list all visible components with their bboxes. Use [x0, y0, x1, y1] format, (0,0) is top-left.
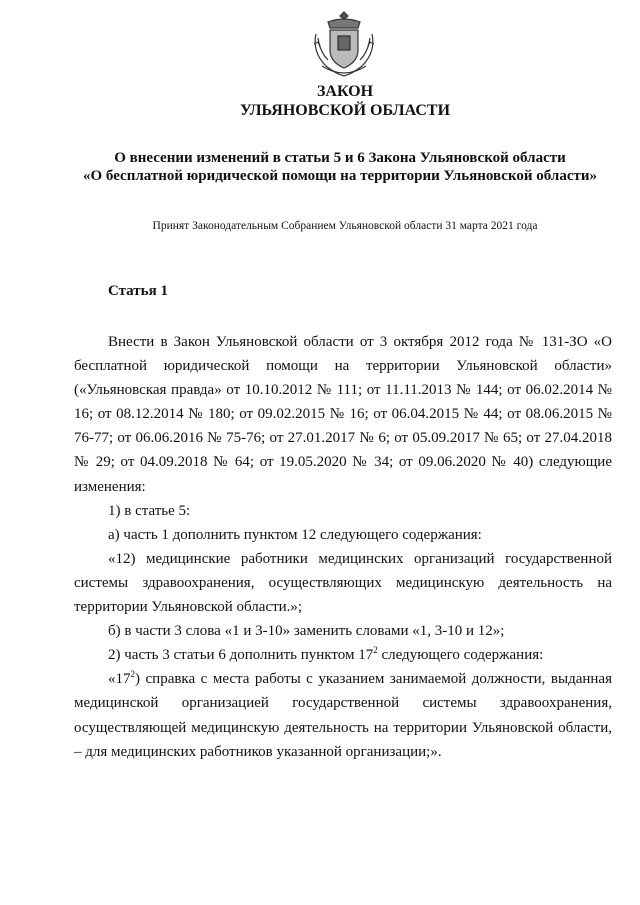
law-title: ЗАКОН [316, 83, 374, 100]
article-paragraph-item1b: б) в части 3 слова «1 и 3-10» заменить словами «1, 3-10 и 12»; [108, 623, 505, 640]
region-title: УЛЬЯНОВСКОЙ ОБЛАСТИ [239, 102, 451, 119]
article-heading: Статья 1 [108, 283, 168, 299]
article-paragraph-item2 [74, 643, 612, 667]
quote17-text-a: «17 [108, 671, 131, 688]
item2-text-b: следующего содержания: [377, 647, 544, 664]
adoption-note: Принят Законодательным Собранием Ульяновской области 31 марта 2021 года [152, 220, 538, 232]
article-paragraph-quote17 [74, 667, 612, 763]
quote17-superscript: 2 [130, 669, 135, 680]
law-subject-line1: О внесении изменений в статьи 5 и 6 Закона Ульяновской области [114, 150, 566, 166]
coat-of-arms-emblem [308, 8, 380, 80]
article-paragraph-intro: Внести в Закон Ульяновской области от 3 октября 2012 года № 131-ЗО «О бесплатной юридической помощи на территории Ульяновской области» («Ульяновская правда» от 10.10.2012 № 111; от 11.11.2013 № 144; от 06.02.2014 № 16; от 08.12.2014 № 180; от 09.02.2015 № 16; от 06.04.2015 № 44; от 08.06.2015 № 76-77; от 06.06.2016 № 75-76; от 27.01.2017 № 6; от 05.09.2017 № 65; от 27.04.2018 № 29; от 04.09.2018 № 64; от 19.05.2020 № 34; от 09.06.2020 № 40) следующие изменения: [74, 334, 612, 495]
article-paragraph-item1: 1) в статье 5: [108, 502, 191, 519]
article-paragraph-quote12: «12) медицинские работники медицинских организаций государственной системы здравоохранения, осуществляющих медицинскую деятельность на территории Ульяновской области.»; [74, 550, 612, 616]
article-paragraph-item1a: а) часть 1 дополнить пунктом 12 следующего содержания: [108, 526, 482, 543]
quote17-text-b: ) справка с места работы с указанием занимаемой должности, выданная медицинской организацией государственной системы здравоохранения, осуществляющей медицинскую деятельность на территории Ульяновской области, – для медицинских работников указанной организации;». [74, 671, 612, 760]
article-body [74, 330, 612, 764]
item2-text-a: 2) часть 3 статьи 6 дополнить пунктом 17 [108, 647, 374, 664]
item2-superscript: 2 [373, 645, 378, 656]
law-subject-line2: «О бесплатной юридической помощи на территории Ульяновской области» [82, 168, 598, 184]
